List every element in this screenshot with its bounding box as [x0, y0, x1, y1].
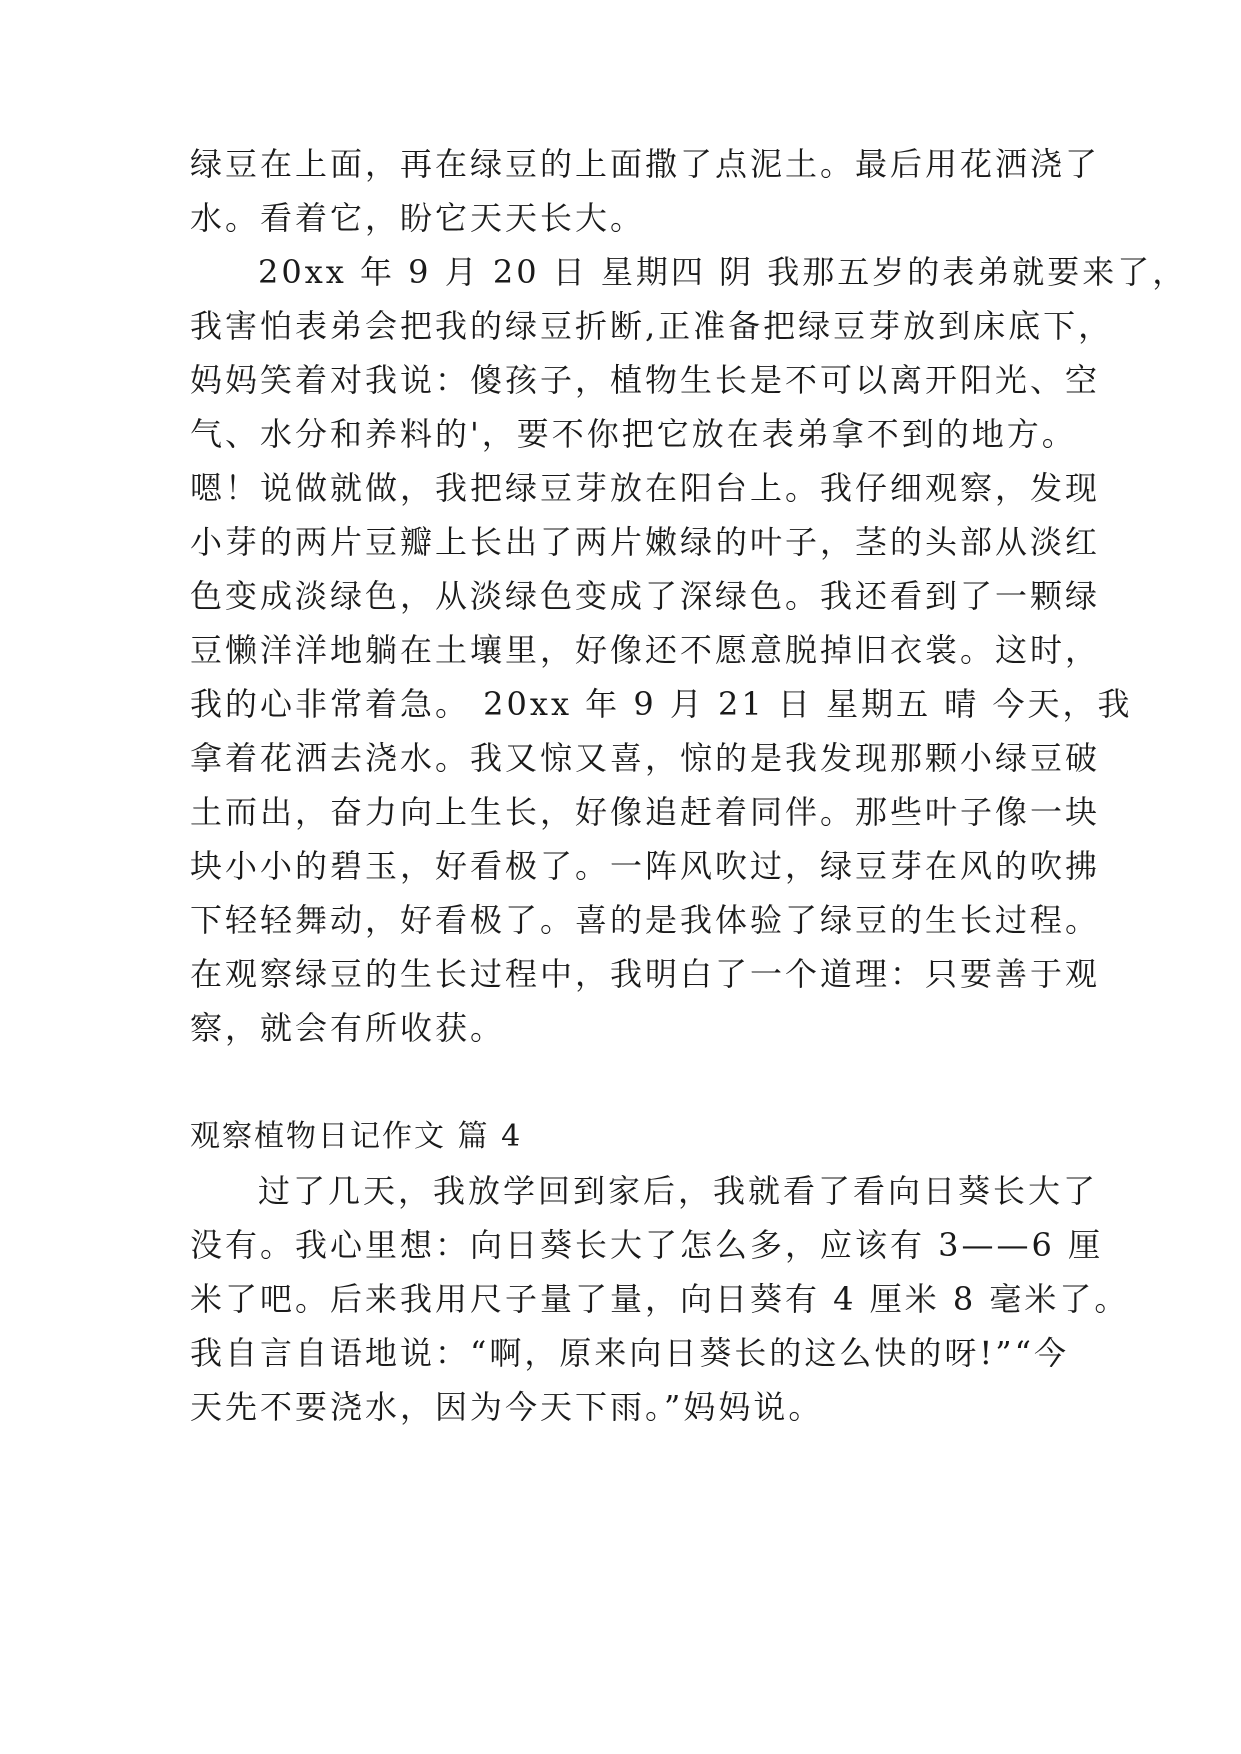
text-line: 土而出，奋力向上生长，好像追赶着同伴。那些叶子像一块 — [190, 793, 1101, 831]
paragraph-first-line: 20xx 年 9 月 20 日 星期四 阴 我那五岁的表弟就要来了， — [258, 253, 1188, 291]
text-line: 绿豆在上面，再在绿豆的上面撒了点泥土。最后用花洒浇了 — [190, 145, 1101, 183]
text-line: 妈妈笑着对我说：傻孩子，植物生长是不可以离开阳光、空 — [190, 361, 1101, 399]
text-line: 没有。我心里想：向日葵长大了怎么多，应该有 3——6 厘 — [190, 1226, 1104, 1264]
text-line: 豆懒洋洋地躺在土壤里，好像还不愿意脱掉旧衣裳。这时， — [190, 631, 1101, 669]
text-line: 块小小的碧玉，好看极了。一阵风吹过，绿豆芽在风的吹拂 — [190, 847, 1101, 885]
text-line: 水。看着它，盼它天天长大。 — [190, 199, 646, 237]
text-line: 拿着花洒去浇水。我又惊又喜，惊的是我发现那颗小绿豆破 — [190, 739, 1101, 777]
paragraph-first-line: 过了几天，我放学回到家后，我就看了看向日葵长大了 — [258, 1172, 1099, 1210]
text-line: 下轻轻舞动，好看极了。喜的是我体验了绿豆的生长过程。 — [190, 901, 1101, 939]
text-line: 察，就会有所收获。 — [190, 1009, 506, 1047]
text-line: 色变成淡绿色，从淡绿色变成了深绿色。我还看到了一颗绿 — [190, 577, 1101, 615]
text-line: 嗯！说做就做，我把绿豆芽放在阳台上。我仔细观察，发现 — [190, 469, 1101, 507]
text-line: 天先不要浇水，因为今天下雨。”妈妈说。 — [190, 1388, 824, 1426]
text-line: 米了吧。后来我用尺子量了量，向日葵有 4 厘米 8 毫米了。 — [190, 1280, 1130, 1318]
text-line: 我害怕表弟会把我的绿豆折断,正准备把绿豆芽放到床底下， — [190, 307, 1114, 345]
text-line: 气、水分和养料的'，要不你把它放在表弟拿不到的地方。 — [190, 415, 1077, 453]
text-line: 在观察绿豆的生长过程中，我明白了一个道理：只要善于观 — [190, 955, 1101, 993]
text-line: 小芽的两片豆瓣上长出了两片嫩绿的叶子，茎的头部从淡红 — [190, 523, 1101, 561]
section-heading: 观察植物日记作文 篇 4 — [190, 1119, 523, 1154]
text-line: 我的心非常着急。 20xx 年 9 月 21 日 星期五 晴 今天，我 — [190, 685, 1133, 723]
text-line: 我自言自语地说：“啊，原来向日葵长的这么快的呀!”“今 — [190, 1334, 1069, 1372]
